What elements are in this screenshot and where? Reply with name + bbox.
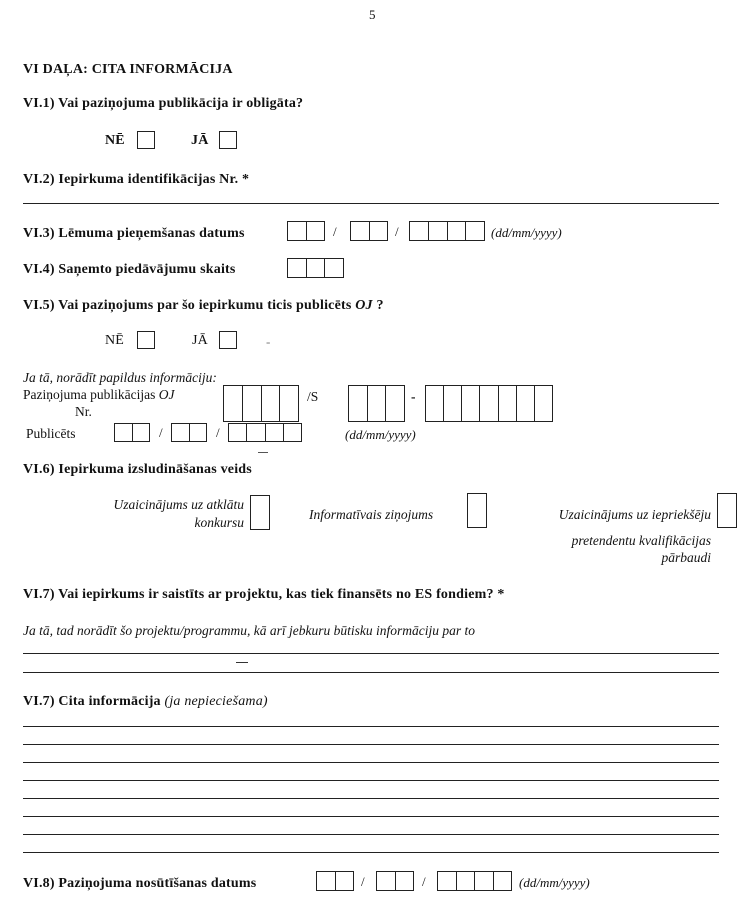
q3-slash-1: / (333, 224, 337, 239)
q7b-label-text: VI.7) Cita informācija (23, 694, 161, 709)
q5-s-number-field[interactable] (348, 385, 405, 422)
q5-pub-no-oj: OJ (158, 387, 175, 402)
q6-opt3-line1: Uzaicinājums uz iepriekšēju (558, 507, 711, 522)
q7b-line-1[interactable] (23, 726, 719, 727)
q5-small-dash: - (266, 334, 271, 349)
q5-no-label: NĒ (105, 333, 125, 348)
q5-published-slash-2: / (216, 425, 220, 440)
q5-published-slash-1: / (159, 425, 163, 440)
q6-opt3-line3: pārbaudi (661, 550, 711, 565)
q8-format-hint: (dd/mm/yyyy) (519, 875, 590, 890)
q6-opt2-checkbox[interactable] (467, 493, 487, 528)
q5-dash-separator: - (411, 389, 416, 404)
q3-year-field[interactable] (409, 221, 485, 241)
q8-month-field[interactable] (376, 871, 414, 891)
q8-year-field[interactable] (437, 871, 512, 891)
q6-opt3-line2: pretendentu kvalifikācijas (571, 533, 711, 548)
q6-opt2-label: Informatīvais ziņojums (309, 507, 434, 522)
q3-month-field[interactable] (350, 221, 388, 241)
q1-yes-checkbox[interactable] (219, 131, 237, 149)
q5-label (23, 298, 384, 314)
q5-oj-number-field[interactable] (223, 385, 299, 422)
q7-small-mark (236, 662, 248, 663)
q7-answer-line-2[interactable] (23, 672, 719, 673)
q5-no-checkbox[interactable] (137, 331, 155, 349)
q5-format-hint: (dd/mm/yyyy) (345, 427, 416, 442)
q8-day-field[interactable] (316, 871, 354, 891)
q8-slash-2: / (422, 874, 426, 889)
q7-label: VI.7) Vai iepirkums ir saistīts ar projektu, kas tiek finansēts no ES fondiem? * (23, 587, 505, 602)
q8-label: VI.8) Paziņojuma nosūtīšanas datums (23, 876, 257, 891)
q5-published-month-field[interactable] (171, 423, 207, 442)
q3-slash-2: / (395, 224, 399, 239)
q7b-line-4[interactable] (23, 780, 719, 781)
q7b-line-3[interactable] (23, 762, 719, 763)
q6-label: VI.6) Iepirkuma izsludināšanas veids (23, 462, 252, 477)
q1-no-checkbox[interactable] (137, 131, 155, 149)
q6-opt1-line1: Uzaicinājums uz atklātu (113, 497, 244, 512)
part-title: VI DAĻA: CITA INFORMĀCIJA (23, 62, 233, 77)
q7b-line-5[interactable] (23, 798, 719, 799)
q5-label-oj: OJ (355, 298, 373, 313)
q3-day-field[interactable] (287, 221, 325, 241)
q7b-hint: (ja nepieciešama) (164, 694, 268, 709)
q6-opt1-checkbox[interactable] (250, 495, 270, 530)
q5-yes-checkbox[interactable] (219, 331, 237, 349)
q5-pub-no-nr: Nr. (75, 404, 92, 419)
q7b-label (23, 694, 268, 710)
q5-pub-no-label (23, 387, 174, 403)
q2-label: VI.2) Iepirkuma identifikācijas Nr. * (23, 172, 250, 187)
q7-answer-line-1[interactable] (23, 653, 719, 654)
q5-label-q: ? (376, 298, 384, 313)
q5-published-label: Publicēts (26, 426, 76, 441)
q1-label: VI.1) Vai paziņojuma publikācija ir obligāta? (23, 96, 304, 111)
q1-yes-label: JĀ (191, 133, 209, 148)
q5-s-separator: /S (307, 389, 319, 404)
q5-published-day-field[interactable] (114, 423, 150, 442)
q3-format-hint: (dd/mm/yyyy) (491, 225, 562, 240)
q6-opt1-line2: konkursu (194, 515, 244, 530)
q7-hint: Ja tā, tad norādīt šo projektu/programmu, kā arī jebkuru būtisku informāciju par to (23, 623, 475, 638)
q5-pub-no-text: Paziņojuma publikācijas (23, 387, 156, 402)
q4-count-field[interactable] (287, 258, 344, 278)
q5-extra-info: Ja tā, norādīt papildus informāciju: (23, 370, 217, 385)
q7b-line-6[interactable] (23, 816, 719, 817)
q5-small-mark (258, 452, 268, 453)
q5-label-main: VI.5) Vai paziņojums par šo iepirkumu ticis publicēts (23, 298, 352, 313)
q8-slash-1: / (361, 874, 365, 889)
q7b-line-2[interactable] (23, 744, 719, 745)
q6-opt3-checkbox[interactable] (717, 493, 737, 528)
q5-published-year-field[interactable] (228, 423, 302, 442)
q4-label: VI.4) Saņemto piedāvājumu skaits (23, 262, 236, 277)
q1-no-label: NĒ (105, 133, 125, 148)
q5-notice-number-field[interactable] (425, 385, 553, 422)
q5-yes-label: JĀ (192, 333, 208, 348)
q7b-line-7[interactable] (23, 834, 719, 835)
page-number: 5 (369, 7, 376, 22)
q7b-line-8[interactable] (23, 852, 719, 853)
q2-input-line[interactable] (23, 203, 719, 204)
q3-label: VI.3) Lēmuma pieņemšanas datums (23, 226, 245, 241)
